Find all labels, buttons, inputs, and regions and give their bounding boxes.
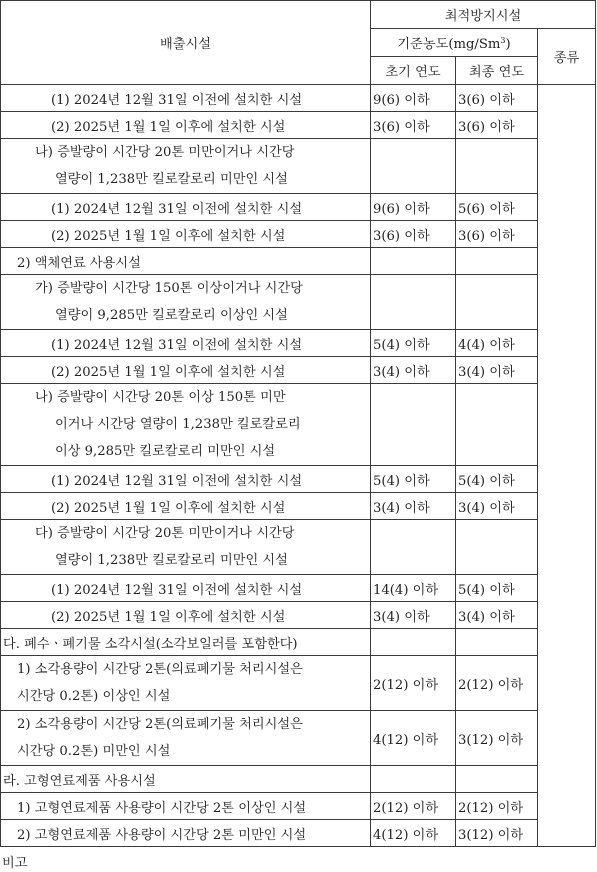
header-standard-concentration: 기준농도(mg/Sm$^3$) (371, 29, 538, 57)
header-type: 종류 (538, 29, 596, 85)
table-row: (2) 2025년 1월 1일 이후에 설치한 시설 3(4) 이하 3(4) 이하 (1, 493, 596, 520)
table-row: 2) 액체연료 사용시설 (1, 248, 596, 275)
table-row: (2) 2025년 1월 1일 이후에 설치한 시설 3(4) 이하 3(4) 이하 (1, 357, 596, 384)
header-best-facility: 최적방지시설 (371, 1, 596, 29)
table-row: (1) 2024년 12월 31일 이전에 설치한 시설 9(6) 이하 5(6) 이하 (1, 194, 596, 221)
table-row: (1) 2024년 12월 31일 이전에 설치한 시설 5(4) 이하 5(4) 이하 (1, 466, 596, 493)
table-row: 가) 증발량이 시간당 150톤 이상이거나 시간당 열량이 9,285만 킬로칼로리 이상인 시설 (1, 275, 596, 330)
table-row: (1) 2024년 12월 31일 이전에 설치한 시설 9(6) 이하 3(6) 이하 (1, 85, 596, 112)
table-row: 나) 증발량이 시간당 20톤 이상 150톤 미만 이거나 시간당 열량이 1,238만 킬로칼로리 이상 9,285만 킬로칼로리 미만인 시설 (1, 384, 596, 466)
table-row: (2) 2025년 1월 1일 이후에 설치한 시설 3(6) 이하 3(6) 이하 (1, 221, 596, 248)
table-row: (2) 2025년 1월 1일 이후에 설치한 시설 3(4) 이하 3(4) 이하 (1, 602, 596, 629)
type-column-cell (538, 85, 596, 847)
table-row: 2) 고형연료제품 사용량이 시간당 2톤 미만인 시설 4(12) 이하 3(12) 이하 (1, 820, 596, 847)
table-row: 다) 증발량이 시간당 20톤 미만이거나 시간당 열량이 1,238만 킬로칼로리 미만인 시설 (1, 520, 596, 575)
table-row: (1) 2024년 12월 31일 이전에 설치한 시설 14(4) 이하 5(4) 이하 (1, 575, 596, 602)
table-row: 1) 소각용량이 시간당 2톤(의료폐기물 처리시설은 시간당 0.2톤) 이상인 시설 2(12) 이하 2(12) 이하 (1, 656, 596, 711)
table-row: (1) 2024년 12월 31일 이전에 설치한 시설 5(4) 이하 4(4) 이하 (1, 330, 596, 357)
header-initial-year: 초기 연도 (371, 57, 456, 85)
table-row: 나) 증발량이 시간당 20톤 미만이거나 시간당 열량이 1,238만 킬로칼로리 미만인 시설 (1, 139, 596, 194)
table-row: 다. 폐수ㆍ폐기물 소각시설(소각보일러를 포함한다) (1, 629, 596, 656)
table-row: 라. 고형연료제품 사용시설 (1, 766, 596, 793)
table-row: 2) 소각용량이 시간당 2톤(의료폐기물 처리시설은 시간당 0.2톤) 미만인 시설 4(12) 이하 3(12) 이하 (1, 711, 596, 766)
note-label: 비고 (2, 856, 28, 871)
table-row: 1) 고형연료제품 사용량이 시간당 2톤 이상인 시설 2(12) 이하 2(12) 이하 (1, 793, 596, 820)
header-emission-source: 배출시설 (1, 1, 371, 85)
table-row: (2) 2025년 1월 1일 이후에 설치한 시설 3(6) 이하 3(6) 이하 (1, 112, 596, 139)
header-final-year: 최종 연도 (456, 57, 538, 85)
